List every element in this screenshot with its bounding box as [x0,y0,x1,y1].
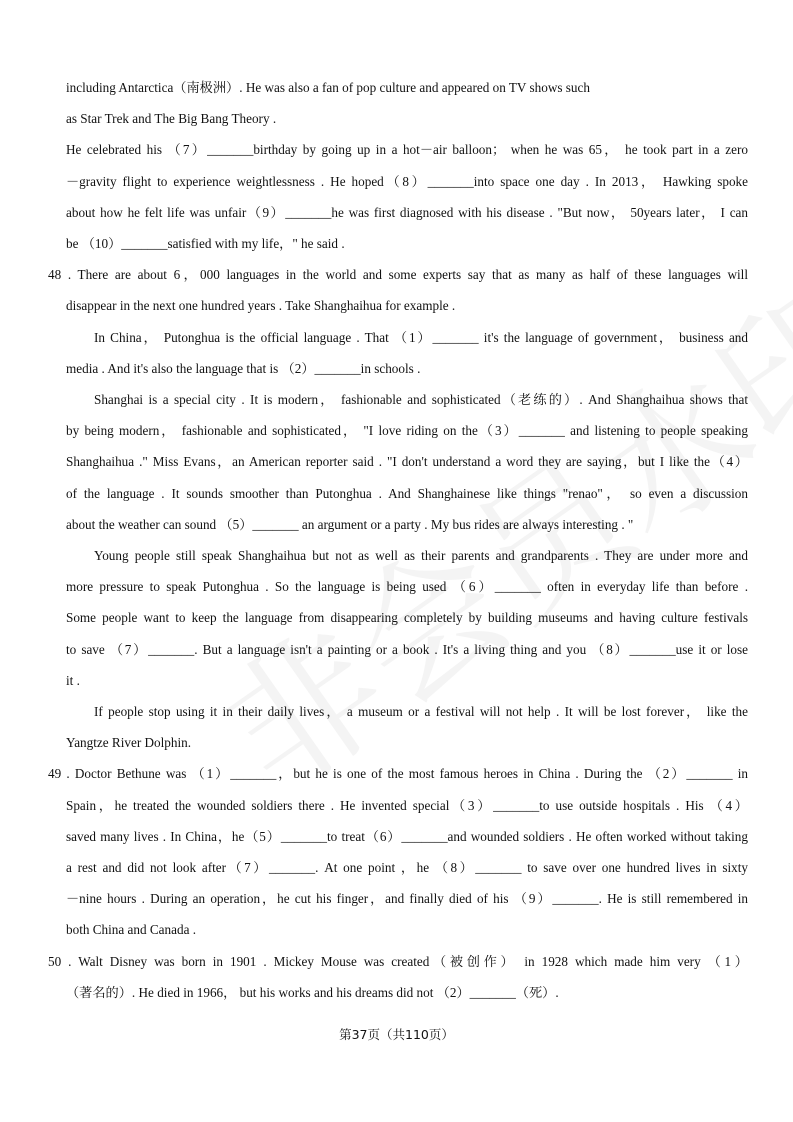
text-line: Shanghaihua ." Miss Evans，an American reporter said . "I don't understand a word they are saying，but I like the（4） [66,454,748,469]
text-line: of the language . It sounds smoother than Putonghua . And Shanghainese like things "renao"， so even a discussion [66,486,748,501]
text-line: about the weather can sound （5）_______ an argument or a party . My bus rides are always interesting . " [66,517,634,532]
text-line: disappear in the next one hundred years . Take Shanghaihua for example . [66,298,456,313]
question-50-start: 50 . Walt Disney was born in 1901 . Mickey Mouse was created（被创作） in 1928 which made him very （1） [48,954,748,969]
text-line: Spain，he treated the wounded soldiers there . He invented special（3）_______to use outside hospitals . His （4） [66,798,748,813]
paragraph-start: In China， Putonghua is the official language . That （1）_______ it's the language of government， business and [94,330,748,345]
text-line: be （10）_______satisfied with my life，" he said . [66,236,345,251]
text-line: to save （7）_______. But a language isn't a painting or a book . It's a living thing and you （8）_______use it or lose [66,642,748,657]
question-48-start: 48 . There are about 6，000 languages in the world and some experts say that as many as half of these languages will [48,267,748,282]
paragraph-start: Shanghai is a special city . It is modern， fashionable and sophisticated（老练的）. And Shanghaihua shows that [94,392,748,407]
page-footer: 第37页（共110页） [339,1027,454,1042]
text-line: media . And it's also the language that is （2）_______in schools . [66,361,421,376]
text-line: saved many lives . In China，he（5）_______to treat（6）_______and wounded soldiers . He often worked without taking [66,829,748,844]
text-line: both China and Canada . [66,922,197,937]
text-line: Some people want to keep the language from disappearing completely by building museums and having culture festivals [66,610,748,625]
text-line: a rest and did not look after（7）_______. At one point ，he （8）_______ to save over one hundred lives in sixty [66,860,748,875]
text-line: as Star Trek and The Big Bang Theory . [66,111,277,126]
text-line: about how he felt life was unfair（9）_______he was first diagnosed with his disease . "But now， 50years later， I can [66,205,748,220]
text-line: more pressure to speak Putonghua . So the language is being used （6）_______ often in everyday life than before . [66,579,748,594]
text-line: it . [66,673,80,688]
text-line: including Antarctica（南极洲）. He was also a fan of pop culture and appeared on TV shows such [66,80,590,95]
text-line: by being modern， fashionable and sophisticated， "I love riding on the（3）_______ and listening to people speaking [66,423,748,438]
text-line: Yangtze River Dolphin. [66,735,192,750]
text-line: －nine hours . During an operation，he cut his finger，and finally died of his （9）_______. He is still remembered in [66,891,748,906]
text-line: （著名的）. He died in 1966， but his works and his dreams did not （2）_______（死）. [66,985,559,1000]
paragraph-start: Young people still speak Shanghaihua but not as well as their parents and grandparents . They are under more and [94,548,748,563]
text-line: He celebrated his （7）_______birthday by going up in a hot－air balloon； when he was 65， he took part in a zero [66,142,748,157]
paragraph-start: If people stop using it in their daily lives， a museum or a festival will not help . It will be lost forever， like the [94,704,748,719]
text-line: －gravity flight to experience weightlessness . He hoped（8）_______into space one day . In 2013， Hawking spoke [66,174,748,189]
question-49-start: 49 . Doctor Bethune was （1）_______，but he is one of the most famous heroes in China . During the （2）_______ in [48,766,748,781]
